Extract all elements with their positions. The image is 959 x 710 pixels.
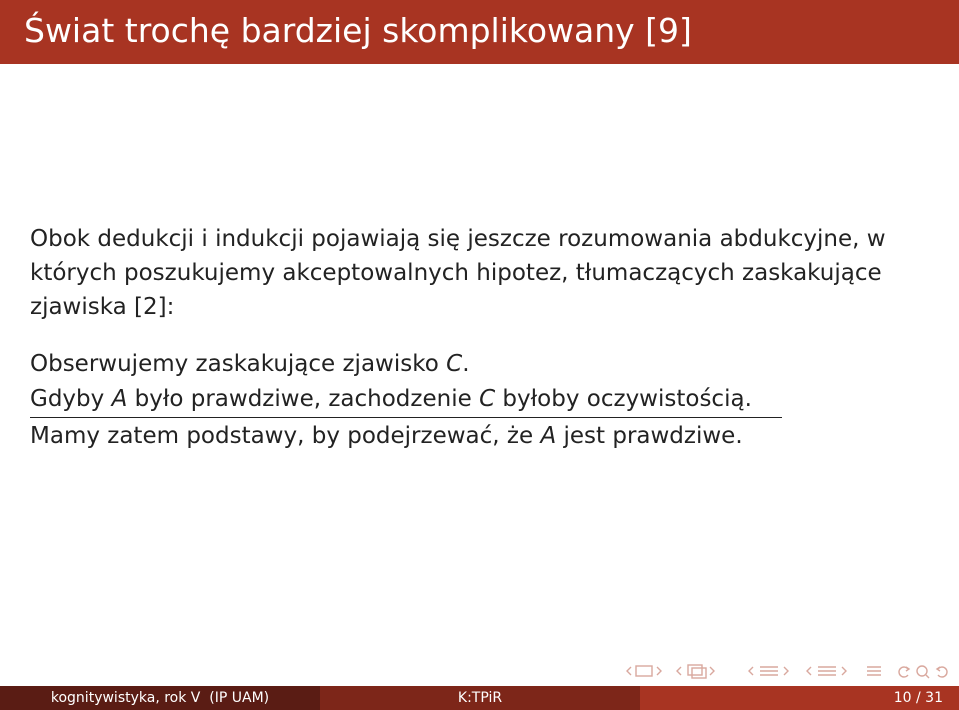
intro-paragraph [30, 222, 930, 324]
slide-title-bar [0, 0, 959, 64]
nav-subsection-icon[interactable] [676, 662, 736, 680]
abductive-argument [30, 346, 782, 454]
premise-1-end: . [462, 351, 470, 377]
premise-2-text-c: byłoby oczywistością. [495, 386, 752, 412]
intro-line-2: których poszukujemy akceptowalnych hipotez, tłumaczących zaskakujące [30, 260, 882, 286]
footer-author: kognitywistyka, rok V (IP UAM) [0, 686, 320, 710]
nav-back-forward-icon[interactable] [896, 662, 952, 680]
slide-body [30, 222, 930, 454]
footer-page-number: 10 / 31 [640, 686, 959, 710]
conclusion-text-a: Mamy zatem podstawy, by podejrzewać, że [30, 423, 541, 449]
premise-2-text-b: było prawdziwe, zachodzenie [127, 386, 480, 412]
footer-course: K:TPiR [320, 686, 640, 710]
conclusion-variable-a: A [540, 423, 557, 449]
premise-2-variable-c: C [479, 386, 496, 412]
premise-2-text-a: Gdyby [30, 386, 112, 412]
premise-1 [30, 346, 782, 382]
nav-frame-icon[interactable] [626, 662, 664, 680]
intro-line-1: Obok dedukcji i indukcji pojawiają się jeszcze rozumowania abdukcyjne, w [30, 226, 886, 252]
intro-line-3: zjawiska [2]: [30, 294, 175, 320]
nav-align-icon[interactable] [864, 662, 884, 680]
conclusion [30, 418, 782, 454]
premise-1-text: Obserwujemy zaskakujące zjawisko [30, 351, 447, 377]
nav-section-icon[interactable] [748, 662, 794, 680]
slide-footer [0, 686, 959, 710]
premise-2-variable-a: A [111, 386, 128, 412]
slide-title: Świat trochę bardziej skomplikowany [9] [24, 11, 692, 50]
premise-2 [30, 382, 782, 418]
premise-1-variable: C [446, 351, 463, 377]
nav-presentation-icon[interactable] [806, 662, 852, 680]
conclusion-text-b: jest prawdziwe. [556, 423, 743, 449]
beamer-navigation-bar [626, 662, 952, 680]
